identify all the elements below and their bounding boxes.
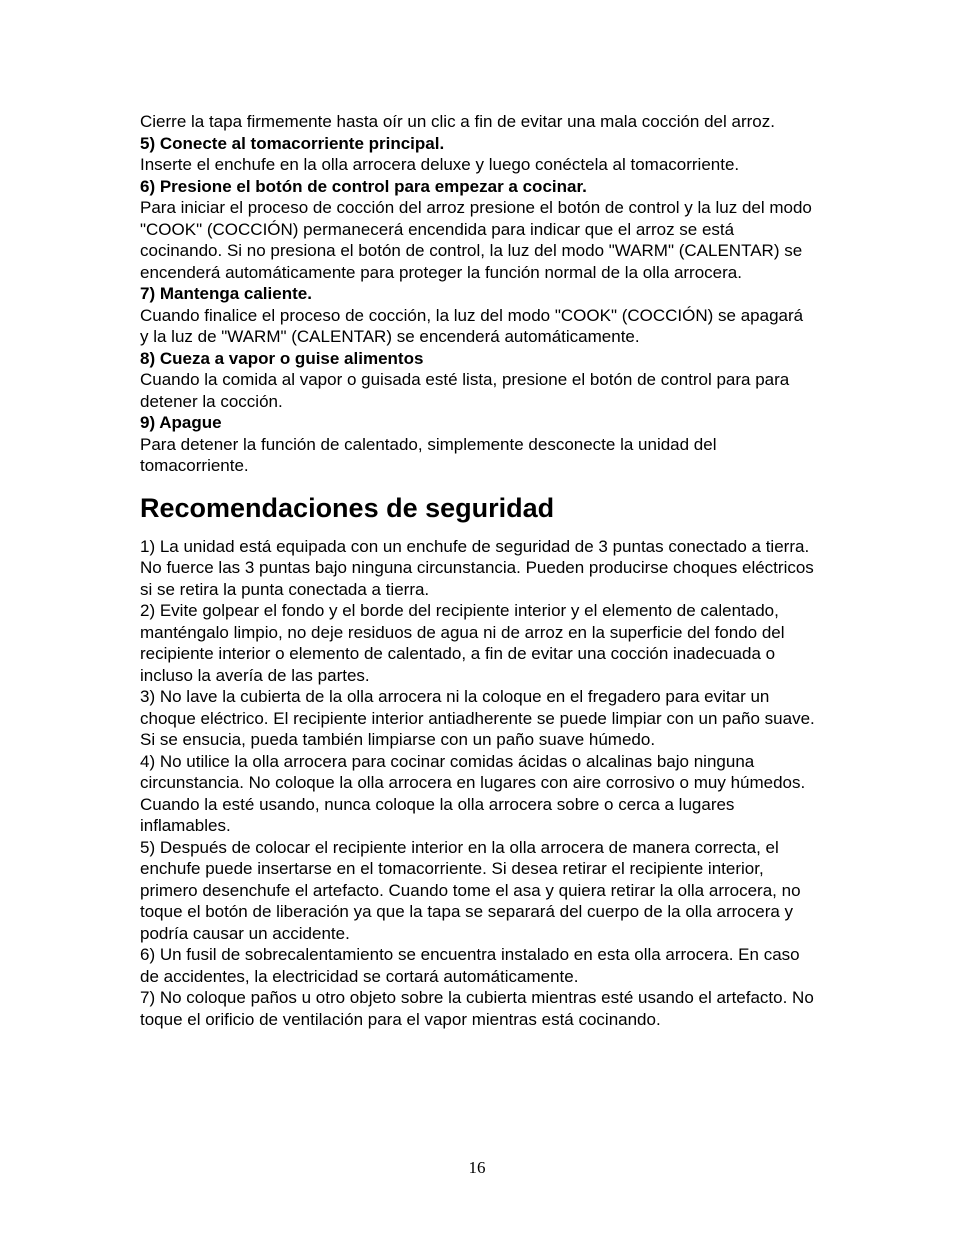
page-number: 16 (468, 1158, 486, 1177)
step-9-text: Para detener la función de calentado, simplemente desconecte la unidad del tomacorriente. (140, 434, 717, 475)
safety-section-title: Recomendaciones de seguridad (140, 492, 555, 523)
safety-item-5: 5) Después de colocar el recipiente interior en la olla arrocera de manera correcta, el enchufe puede insertarse en el tomacorriente. Si desea retirar el recipiente interior, primero desenchufe el artefacto. Cuando tome el asa y quiera retirar la olla arrocera, no toque el botón de liberación ya que la tapa se separará del cuerpo de la olla arrocera y podría causar un accidente. (140, 837, 801, 943)
step-6-text: Para iniciar el proceso de cocción del arroz presione el botón de control y la luz del modo "COOK" (COCCIÓN) permanecerá encendida para indicar que el arroz se está cocinando. Si no presiona el botón de control, la luz del modo "WARM" (CALENTAR) se encenderá automáticamente para proteger la función normal de la olla arrocera. (140, 198, 812, 282)
page-content (140, 111, 816, 1030)
safety-item-7: 7) No coloque paños u otro objeto sobre la cubierta mientras esté usando el artefacto. No toque el orificio de ventilación para el vapor mientras está cocinando. (140, 988, 814, 1029)
step-7-heading: 7) Mantenga caliente. (140, 284, 312, 303)
step-8-text: Cuando la comida al vapor o guisada esté lista, presione el botón de control para para detener la cocción. (140, 370, 790, 411)
step-9-heading: 9) Apague (140, 413, 222, 432)
step-8-heading: 8) Cueza a vapor o guise alimentos (140, 348, 424, 368)
step-6-heading: 6) Presione el botón de control para empezar a cocinar. (140, 176, 587, 196)
safety-item-3: 3) No lave la cubierta de la olla arrocera ni la coloque en el fregadero para evitar un choque eléctrico. El recipiente interior antiadherente se puede limpiar con un paño suave. Si se ensucia, pueda también limpiarse con un paño suave húmedo. (140, 687, 815, 749)
safety-item-4: 4) No utilice la olla arrocera para cocinar comidas ácidas o alcalinas bajo ninguna circunstancia. No coloque la olla arrocera en lugares con aire corrosivo o muy húmedos. Cuando la esté usando, nunca coloque la olla arrocera sobre o cerca a lugares inflamables. (140, 751, 806, 835)
intro-paragraph: Cierre la tapa firmemente hasta oír un clic a fin de evitar una mala cocción del arroz. (140, 112, 775, 131)
step-7-text: Cuando finalice el proceso de cocción, la luz del modo "COOK" (COCCIÓN) se apagará y la luz de "WARM" (CALENTAR) se encenderá automáticamente. (140, 305, 804, 346)
safety-item-6: 6) Un fusil de sobrecalentamiento se encuentra instalado en esta olla arrocera. En caso de accidentes, la electricidad se cortará automáticamente. (140, 945, 800, 986)
safety-item-2: 2) Evite golpear el fondo y el borde del recipiente interior y el elemento de calentado, manténgalo limpio, no deje residuos de agua ni de arroz en la superficie del fondo del recipiente interior o elemento de calentado, a fin de evitar una cocción inadecuada o incluso la avería de las partes. (140, 601, 785, 685)
safety-item-1: 1) La unidad está equipada con un enchufe de seguridad de 3 puntas conectado a tierra. No fuerce las 3 puntas bajo ninguna circunstancia. Pueden producirse choques eléctricos si se retira la punta conectada a tierra. (140, 536, 814, 599)
step-5-heading: 5) Conecte al tomacorriente principal. (140, 133, 445, 153)
step-5-text: Inserte el enchufe en la olla arrocera deluxe y luego conéctela al tomacorriente. (140, 155, 740, 174)
